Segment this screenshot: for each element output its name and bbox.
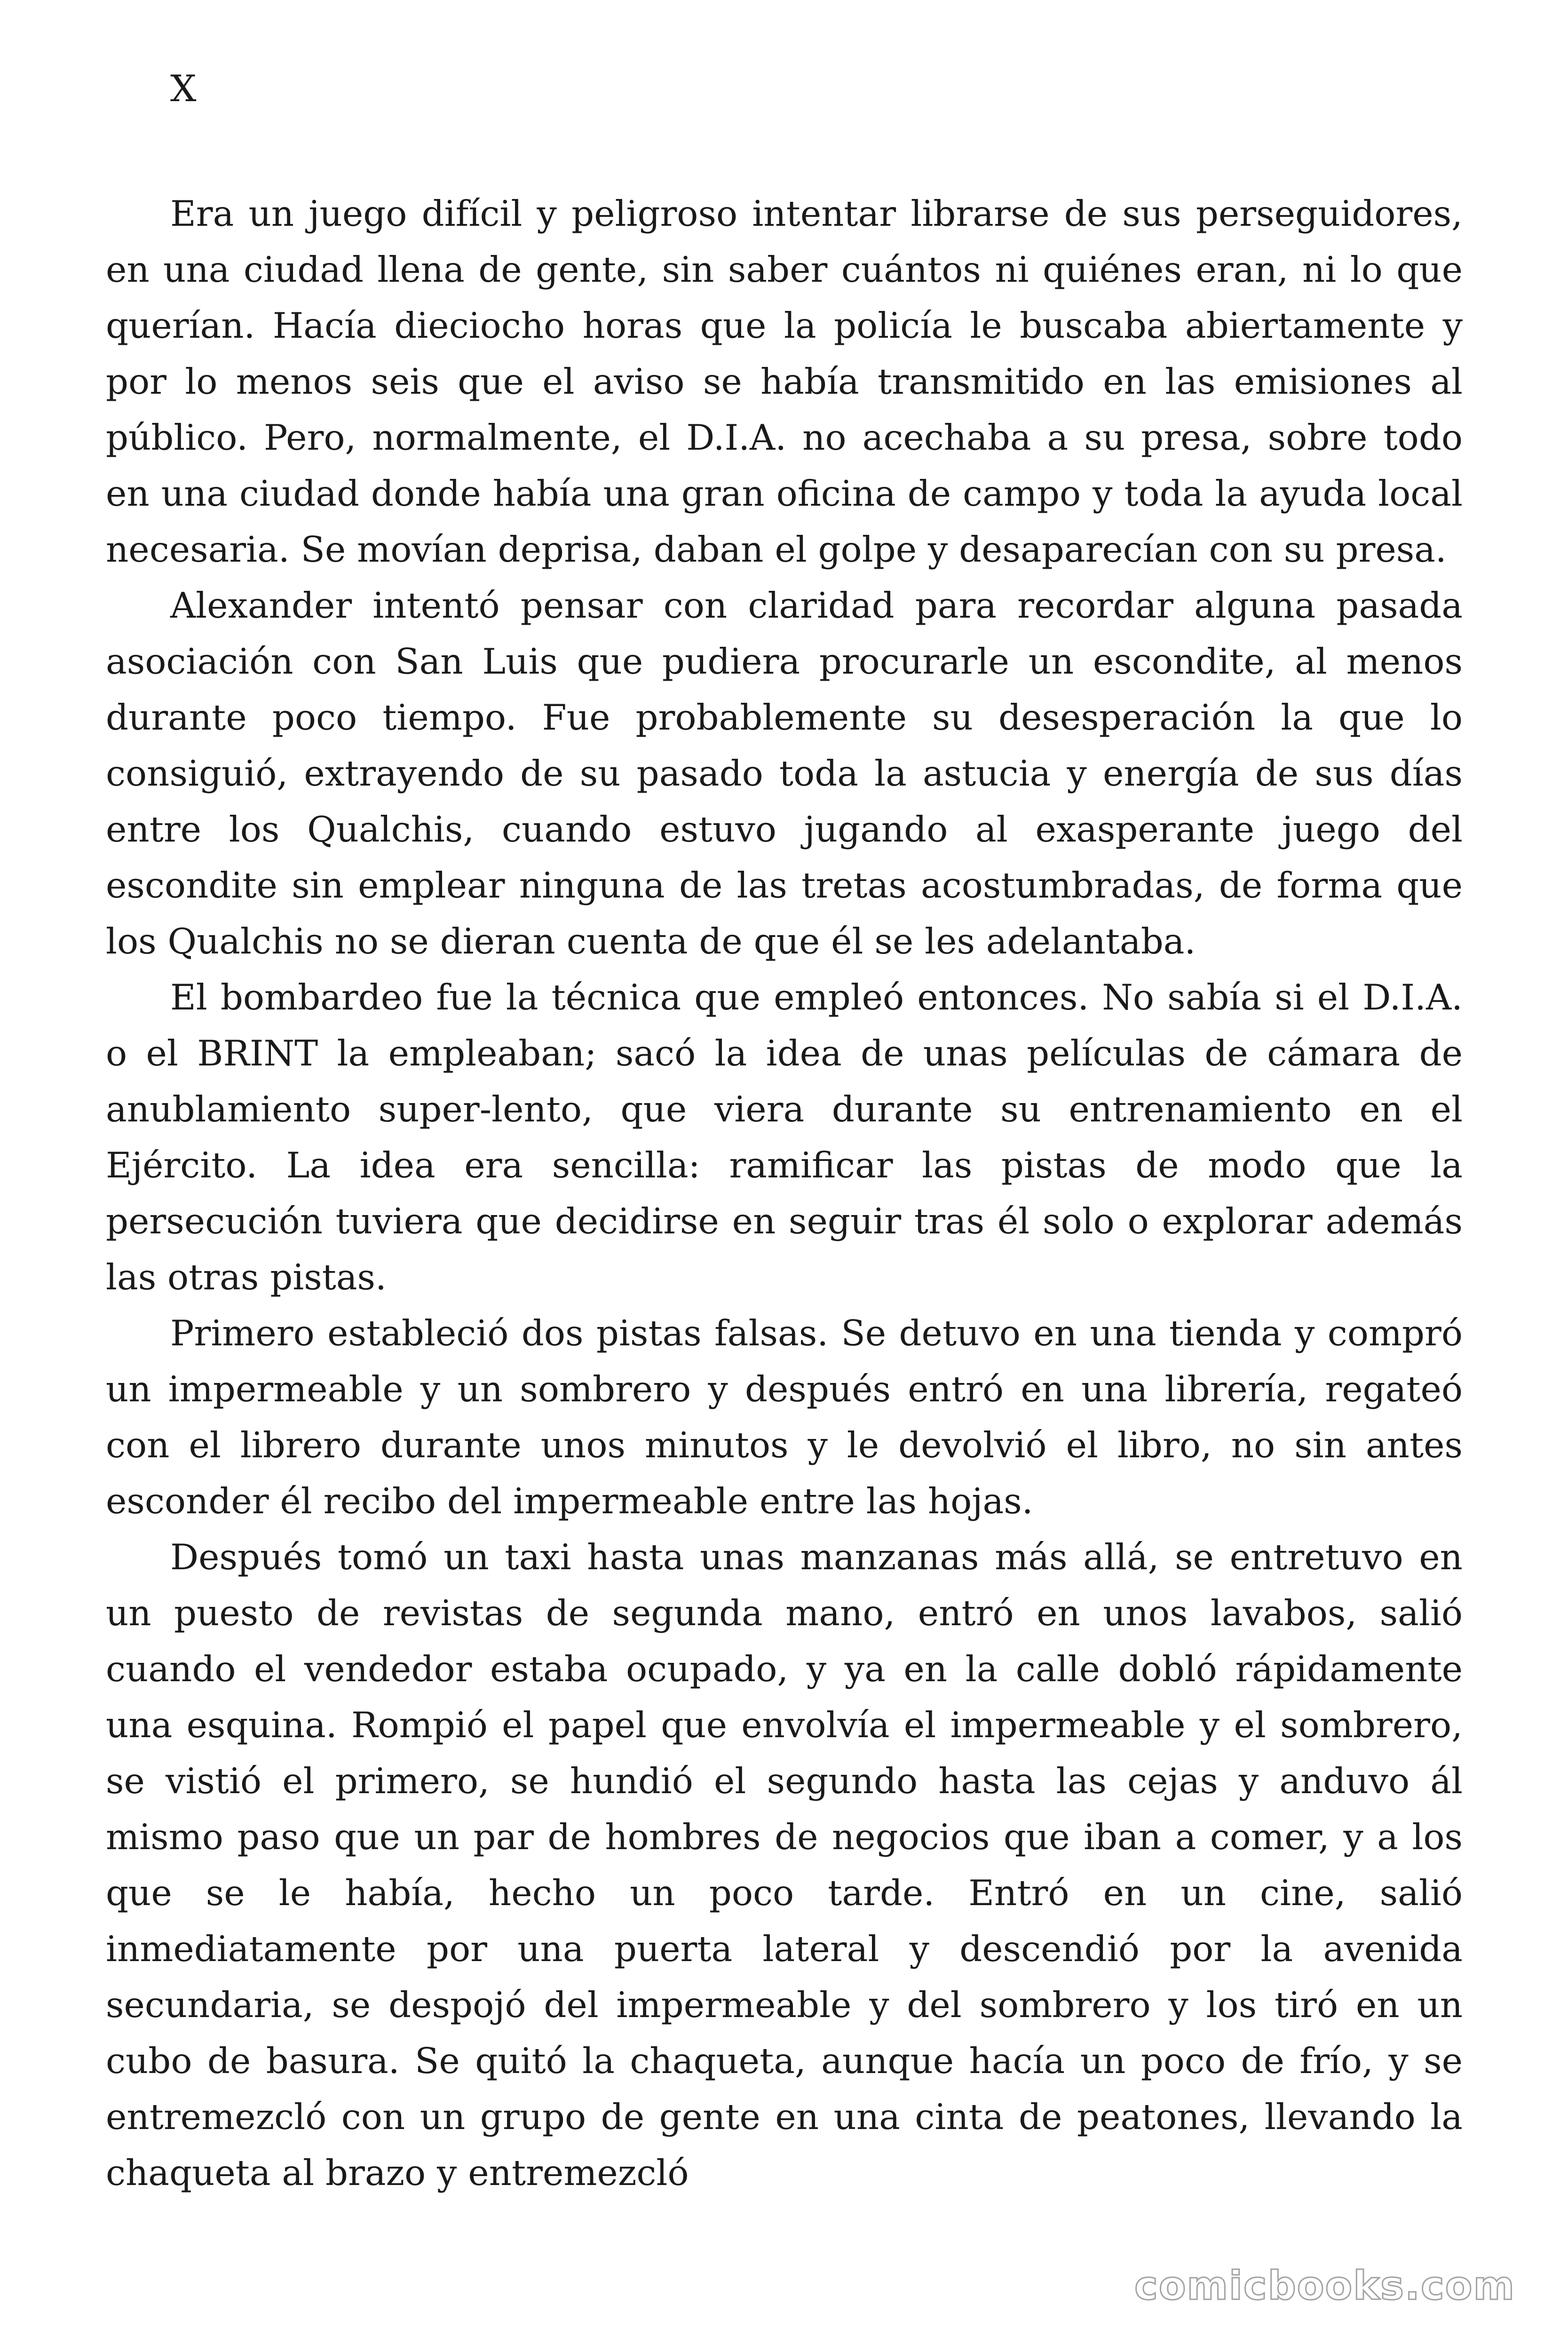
paragraph: Era un juego difícil y peligroso intentar librarse de sus perseguidores, en una ciudad llena de gente, sin saber cuántos ni quiénes eran, ni lo que querían. Hacía dieciocho horas que la policía le buscaba abiertamente y por lo menos seis que el aviso se había transmitido en las emisiones al público. Pero, normalmente, el D.I.A. no acechaba a su presa, sobre todo en una ciudad donde había una gran oficina de campo y toda la ayuda local necesaria. Se movían deprisa, daban el golpe y desaparecían con su presa. — [106, 193, 1463, 570]
watermark: comicbooks.com — [1134, 2263, 1515, 2309]
paragraph: Primero estableció dos pistas falsas. Se detuvo en una tienda y compró un impermeable y un sombrero y después entró en una librería, regateó con el librero durante unos minutos y le devolvió el libro, no sin antes esconder él recibo del impermeable entre las hojas. — [106, 1312, 1463, 1522]
body-text — [106, 186, 1463, 2201]
chapter-heading: X — [170, 68, 197, 110]
paragraph: El bombardeo fue la técnica que empleó entonces. No sabía si el D.I.A. o el BRINT la empleaban; sacó la idea de unas películas de cámara de anublamiento super-lento, que viera durante su entrenamiento en el Ejército. La idea era sencilla: ramificar las pistas de modo que la persecución tuviera que decidirse en seguir tras él solo o explorar además las otras pistas. — [106, 977, 1463, 1298]
paragraph: Después tomó un taxi hasta unas manzanas más allá, se entretuvo en un puesto de revistas de segunda mano, entró en unos lavabos, salió cuando el vendedor estaba ocupado, y ya en la calle dobló rápidamente una esquina. Rompió el papel que envolvía el impermeable y el sombrero, se vistió el primero, se hundió el segundo hasta las cejas y anduvo ál mismo paso que un par de hombres de negocios que iban a comer, y a los que se le había, hecho un poco tarde. Entró en un cine, salió inmediatamente por una puerta lateral y descendió por la avenida secundaria, se despojó del impermeable y del sombrero y los tiró en un cubo de basura. Se quitó la chaqueta, aunque hacía un poco de frío, y se entremezcló con un grupo de gente en una cinta de peatones, llevando la chaqueta al brazo y entremezcló — [106, 1536, 1463, 2193]
paragraph: Alexander intentó pensar con claridad para recordar alguna pasada asociación con San Luis que pudiera procurarle un escondite, al menos durante poco tiempo. Fue probablemente su desesperación la que lo consiguió, extrayendo de su pasado toda la astucia y energía de sus días entre los Qualchis, cuando estuvo jugando al exasperante juego del escondite sin emplear ninguna de las tretas acostumbradas, de forma que los Qualchis no se dieran cuenta de que él se les adelantaba. — [106, 585, 1463, 962]
